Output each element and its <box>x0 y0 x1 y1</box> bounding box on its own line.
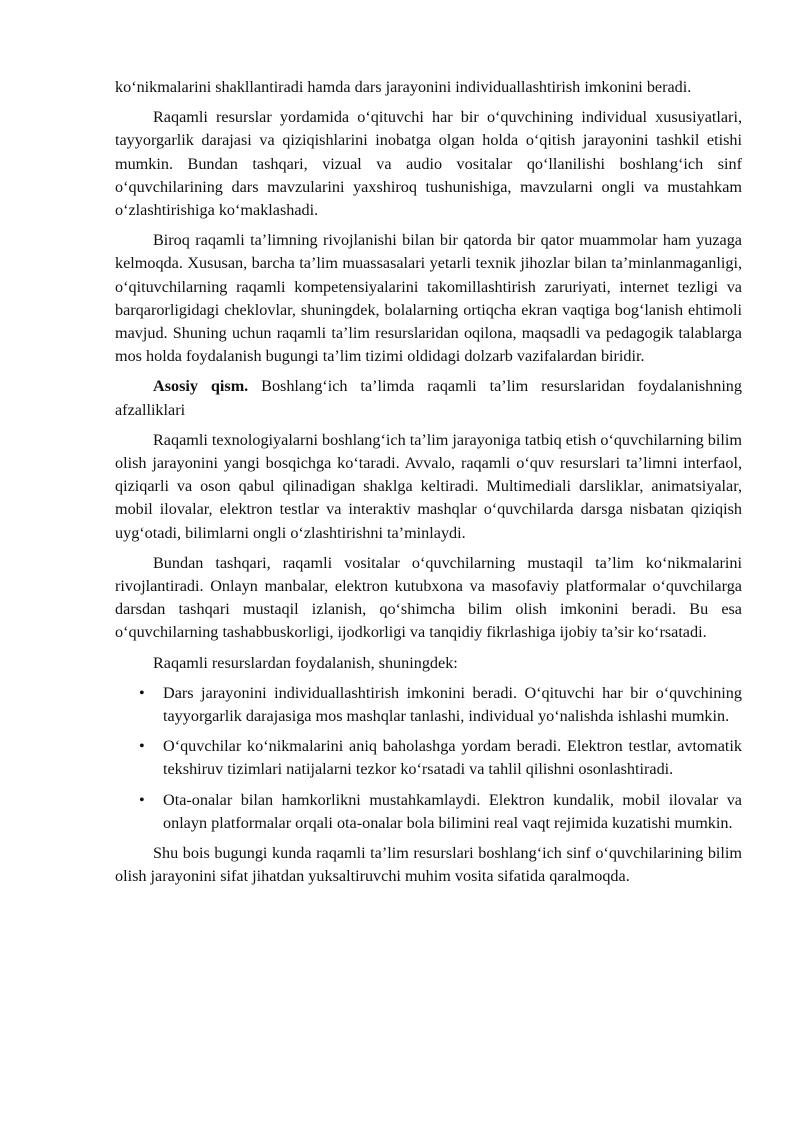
paragraph-list-intro: Raqamli resurslardan foydalanish, shuningdek: <box>153 653 458 672</box>
list-item <box>115 682 742 728</box>
list-item-text: O‘quvchilar ko‘nikmalarini aniq baholashga yordam beradi. Elektron testlar, avtomatik tekshiruv tizimlari natijalarni tezkor ko‘rsatadi va tahlil qilishni osonlashtiradi. <box>163 737 742 779</box>
list-item-text: Dars jarayonini individuallashtirish imkonini beradi. O‘qituvchi har bir o‘quvchining tayyorgarlik darajasiga mos mashqlar tanlashi, individual yo‘nalishda ishlashi mumkin. <box>163 683 742 726</box>
section-lead-label: Asosiy qism. <box>153 377 249 396</box>
paragraph-continuation: ko‘nikmalarini shakllantiradi hamda dars jarayonini individuallashtirish imkonini beradi. <box>115 78 692 96</box>
paragraph-independent-learning: Bundan tashqari, raqamli vositalar o‘quvchilarning mustaqil ta’lim ko‘nikmalarini rivojlantiradi. Onlayn manbalar, elektron kutubxona va masofaviy platformalar o‘quvchilarga darsdan tashqari mustaqil izlanish, qo‘shimcha bilim olish imkonini beradi. Bu esa o‘quvchilarning tashabbuskorligi, ijodkorligi va tanqidiy fikrlashiga ijobiy ta’sir ko‘rsatadi. <box>115 553 742 642</box>
list-item <box>115 735 742 781</box>
bullet-icon: • <box>139 737 145 756</box>
paragraph-conclusion: Shu bois bugungi kunda raqamli ta’lim resurslari boshlang‘ich sinf o‘quvchilarining bilim olish jarayonini sifat jihatdan yuksaltiruvchi muhim vosita sifatida qaralmoqda. <box>115 844 742 886</box>
list-item-text: Ota-onalar bilan hamkorlikni mustahkamlaydi. Elektron kundalik, mobil ilovalar va onlayn platformalar orqali ota-onalar bola bilimini real vaqt rejimida kuzatishi mumkin. <box>163 790 742 832</box>
paragraph-digital-tech: Raqamli texnologiyalarni boshlang‘ich ta’lim jarayoniga tatbiq etish o‘quvchilarning bilim olish jarayonini yangi bosqichga ko‘taradi. Avvalo, raqamli o‘quv resurslari ta’limni interfaol, qiziqarli va oson qabul qilinadigan shaklga keltiradi. Multimediali darsliklar, animatsiyalar, mobil ilovalar, elektron testlar va interaktiv mashqlar o‘quvchilarda darsga nisbatan qiziqish uyg‘otadi, bilimlarni ongli o‘zlashtirishni ta’minlaydi. <box>115 430 742 542</box>
section-heading-text: Boshlang‘ich ta’limda raqamli ta’lim resurslaridan foydalanishning afzalliklari <box>115 377 742 419</box>
paragraph-problems: Biroq raqamli ta’limning rivojlanishi bilan bir qatorda bir qator muammolar ham yuzaga kelmoqda. Xususan, barcha ta’lim muassasalari yetarli texnik jihozlar bilan ta’minlanmaganligi, o‘qituvchilarning raqamli kompetensiyalarini takomillashtirish zaruriyati, internet tezligi va barqarorligidagi cheklovlar, shuningdek, bolalarning ortiqcha ekran vaqtiga bog‘lanish ehtimoli mavjud. Shuning uchun raqamli ta’lim resurslaridan oqilona, maqsadli va pedagogik talablarga mos holda foydalanish bugungi ta’lim tizimi oldidagi dolzarb vazifalardan biridir. <box>115 231 742 366</box>
benefits-list <box>115 682 742 835</box>
bullet-icon: • <box>139 683 145 702</box>
list-item <box>115 789 742 835</box>
document-page <box>115 76 742 896</box>
bullet-icon: • <box>139 790 145 809</box>
paragraph-individual-features: Raqamli resurslar yordamida o‘qituvchi har bir o‘quvchining individual xususiyatlari, tayyorgarlik darajasi va qiziqishlarini inobatga olgan holda o‘qitish jarayonini tashkil etishi mumkin. Bundan tashqari, vizual va audio vositalar qo‘llanilishi boshlang‘ich sinf o‘quvchilarining dars mavzularini yaxshiroq tushunishiga, mavzularni ongli va mustahkam o‘zlashtirishiga ko‘maklashadi. <box>115 108 742 220</box>
section-heading-main-part <box>115 375 742 421</box>
